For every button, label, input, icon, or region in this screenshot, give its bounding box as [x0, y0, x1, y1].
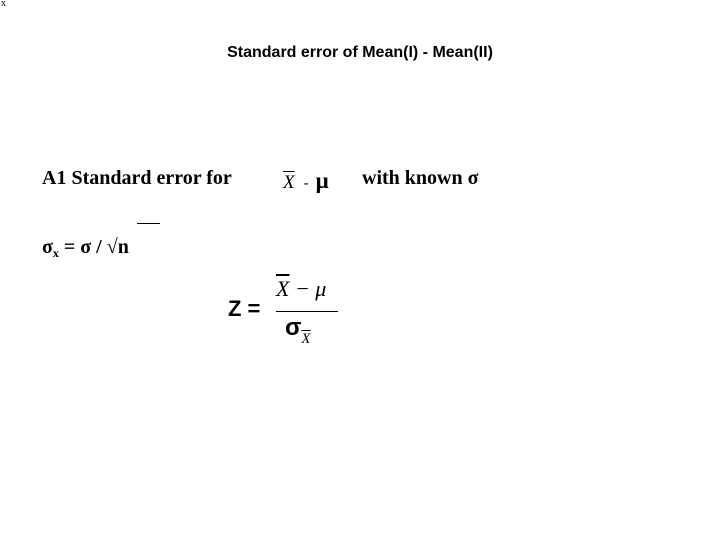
xbar-minus-mu-expression — [283, 168, 329, 194]
corner-mark: x — [1, 0, 6, 9]
sigma-subscript: x — [52, 246, 59, 260]
sigma-x-rest: = σ / √n — [58, 236, 129, 258]
formula-denominator — [285, 314, 311, 348]
overbar-line — [137, 223, 160, 224]
fraction-bar — [276, 311, 338, 312]
sigma-x-equation — [42, 236, 129, 261]
denominator-subscript: X — [301, 331, 311, 347]
slide-title: Standard error of Mean(I) - Mean(II) — [227, 44, 493, 61]
numerator-rest: − μ — [289, 276, 327, 301]
sigma-symbol: σ — [42, 236, 53, 258]
formula-numerator — [276, 276, 326, 302]
numerator-xbar: $\overline{X}$ — [276, 276, 290, 301]
standard-error-heading: A1 Standard error for — [42, 167, 232, 189]
known-sigma-text: with known σ — [362, 167, 479, 189]
z-score-formula — [228, 272, 348, 358]
denominator-sigma: σ — [285, 314, 302, 341]
xbar-symbol: $\overline{X}$ — [283, 172, 295, 193]
mu-symbol: μ — [315, 168, 329, 193]
minus-symbol: - — [303, 175, 309, 192]
z-lhs: Z = — [228, 296, 261, 321]
